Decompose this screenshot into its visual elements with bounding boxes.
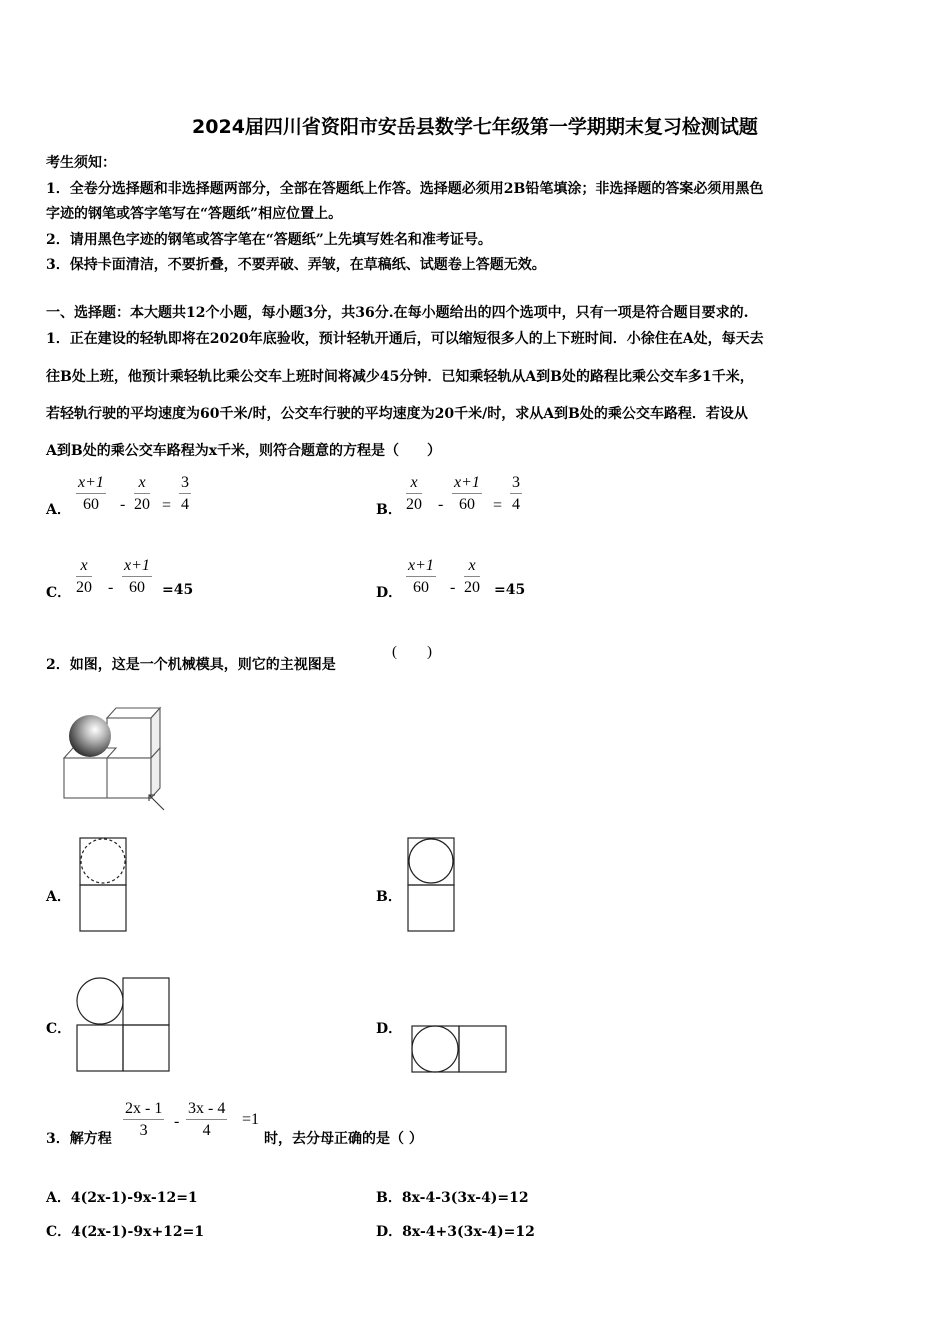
- q1-option-b-fraction-2: [452, 474, 482, 514]
- denominator: 20: [76, 579, 92, 596]
- q1-option-a-fraction-2: [134, 474, 150, 514]
- option-text: 4(2x-1)-9x-12=1: [70, 1190, 198, 1206]
- option-text: 4(2x-1)-9x+12=1: [71, 1224, 205, 1240]
- q2-paren: ( ): [392, 644, 432, 660]
- denominator: 60: [458, 496, 475, 513]
- q3-option-a[interactable]: [46, 1187, 198, 1207]
- q1-line-2: 往B处上班，他预计乘轻轨比乘公交车上班时间将减少45分钟．已知乘轻轨从A到B处的路程比乘公交车多1千米，: [46, 369, 754, 385]
- denominator: 60: [128, 579, 145, 596]
- q1-option-d-label: D．: [376, 585, 403, 601]
- numerator: x: [134, 474, 150, 494]
- hidden-circle: [81, 839, 125, 883]
- q1-option-a-fraction-3: [179, 474, 191, 514]
- q1-option-a-fraction-1: [76, 474, 106, 514]
- q3-fraction-2: [186, 1100, 227, 1140]
- view-arrow-icon: [149, 795, 164, 810]
- denominator: 60: [82, 496, 99, 513]
- q1-option-c-rhs: =45: [162, 582, 194, 598]
- q2-option-b-label: B．: [376, 889, 402, 905]
- denominator: 4: [512, 496, 520, 513]
- minus-sign: -: [450, 579, 456, 596]
- q3-rhs: =1: [242, 1111, 260, 1128]
- option-label: B．: [376, 1190, 402, 1206]
- circle-shape: [409, 839, 453, 883]
- q2-option-c-label: C．: [46, 1021, 72, 1037]
- circle-shape: [412, 1026, 458, 1072]
- q3-option-b[interactable]: [376, 1187, 529, 1207]
- equals-sign: =: [493, 497, 503, 514]
- q2-text: 2．如图，这是一个机械模具，则它的主视图是: [46, 657, 336, 673]
- q1-option-d-rhs: =45: [494, 582, 526, 598]
- numerator: x+1: [76, 474, 106, 494]
- denominator: 20: [134, 496, 150, 513]
- q2-option-a-label: A．: [46, 889, 71, 905]
- option-label: D．: [376, 1224, 403, 1240]
- page-title: 2024届四川省资阳市安岳县数学七年级第一学期期末复习检测试题: [192, 116, 758, 138]
- denominator: 60: [412, 579, 429, 596]
- q1-line-4: A到B处的乘公交车路程为x千米，则符合题意的方程是（ ）: [46, 443, 442, 459]
- q1-option-d-fraction-2: [464, 557, 480, 597]
- q3-suffix: 时，去分母正确的是（ ）: [264, 1131, 423, 1147]
- q3-option-c[interactable]: [46, 1221, 204, 1241]
- q2-option-d-label: D．: [376, 1021, 403, 1037]
- circle-shape: [77, 978, 123, 1024]
- notice-line-3: 2．请用黑色字迹的钢笔或答字笔在“答题纸”上先填写姓名和准考证号。: [46, 232, 492, 248]
- q2-option-a-figure[interactable]: [78, 836, 130, 934]
- minus-sign: -: [438, 496, 444, 513]
- option-text: 8x-4-3(3x-4)=12: [401, 1190, 529, 1206]
- q1-option-b-label: B．: [376, 502, 402, 518]
- q1-option-c-fraction-1: [76, 557, 92, 597]
- numerator: x: [76, 557, 92, 577]
- option-text: 8x-4+3(3x-4)=12: [402, 1224, 535, 1240]
- q1-line-1: 1．正在建设的轻轨即将在2020年底验收，预计轻轨开通后，可以缩短很多人的上下班时间．小徐住在A处，每天去: [46, 331, 764, 347]
- q2-option-c-figure[interactable]: [75, 976, 173, 1074]
- q3-prefix: 3．解方程: [46, 1131, 112, 1147]
- q3-fraction-1: [123, 1100, 164, 1140]
- minus-sign: -: [108, 579, 114, 596]
- minus-sign: -: [120, 496, 126, 513]
- numerator: x+1: [122, 557, 152, 577]
- denominator: 20: [464, 579, 480, 596]
- mold-figure: [60, 700, 170, 815]
- q1-option-b-fraction-1: [406, 474, 422, 514]
- q1-option-d-fraction-1: [406, 557, 436, 597]
- q1-line-3: 若轻轨行驶的平均速度为60千米/时，公交车行驶的平均速度为20千米/时，求从A到B处的乘公交车路程．若设从: [46, 406, 748, 422]
- sphere-shape: [69, 715, 111, 757]
- denominator: 20: [406, 496, 422, 513]
- option-label: A．: [46, 1190, 71, 1206]
- numerator: 2x - 1: [123, 1100, 164, 1120]
- equals-sign: =: [162, 497, 172, 514]
- denominator: 4: [181, 496, 189, 513]
- q2-option-b-figure[interactable]: [406, 836, 458, 934]
- numerator: x+1: [452, 474, 482, 494]
- denominator: 4: [202, 1122, 211, 1139]
- q1-option-a-label: A．: [46, 502, 71, 518]
- minus-sign: -: [174, 1113, 180, 1130]
- q1-option-b-fraction-3: [510, 474, 522, 514]
- section-heading: 一、选择题：本大题共12个小题，每小题3分，共36分.在每小题给出的四个选项中，只有一项是符合题目要求的.: [46, 305, 749, 321]
- notice-line-1: 1．全卷分选择题和非选择题两部分，全部在答题纸上作答。选择题必须用2B铅笔填涂；非选择题的答案必须用黑色: [46, 181, 764, 197]
- notice-line-4: 3．保持卡面清洁，不要折叠，不要弄破、弄皱，在草稿纸、试题卷上答题无效。: [46, 257, 546, 273]
- q3-option-d[interactable]: [376, 1221, 535, 1241]
- q1-option-c-fraction-2: [122, 557, 152, 597]
- denominator: 3: [139, 1122, 148, 1139]
- numerator: 3x - 4: [186, 1100, 227, 1120]
- numerator: 3: [510, 474, 522, 494]
- notice-line-2: 字迹的钢笔或答字笔写在“答题纸”相应位置上。: [46, 206, 343, 222]
- numerator: x: [464, 557, 480, 577]
- numerator: x: [406, 474, 422, 494]
- option-label: C．: [46, 1224, 72, 1240]
- numerator: 3: [179, 474, 191, 494]
- q1-option-c-label: C．: [46, 585, 72, 601]
- numerator: x+1: [406, 557, 436, 577]
- notice-heading: 考生须知：: [46, 155, 116, 171]
- q2-option-d-figure[interactable]: [410, 1024, 510, 1076]
